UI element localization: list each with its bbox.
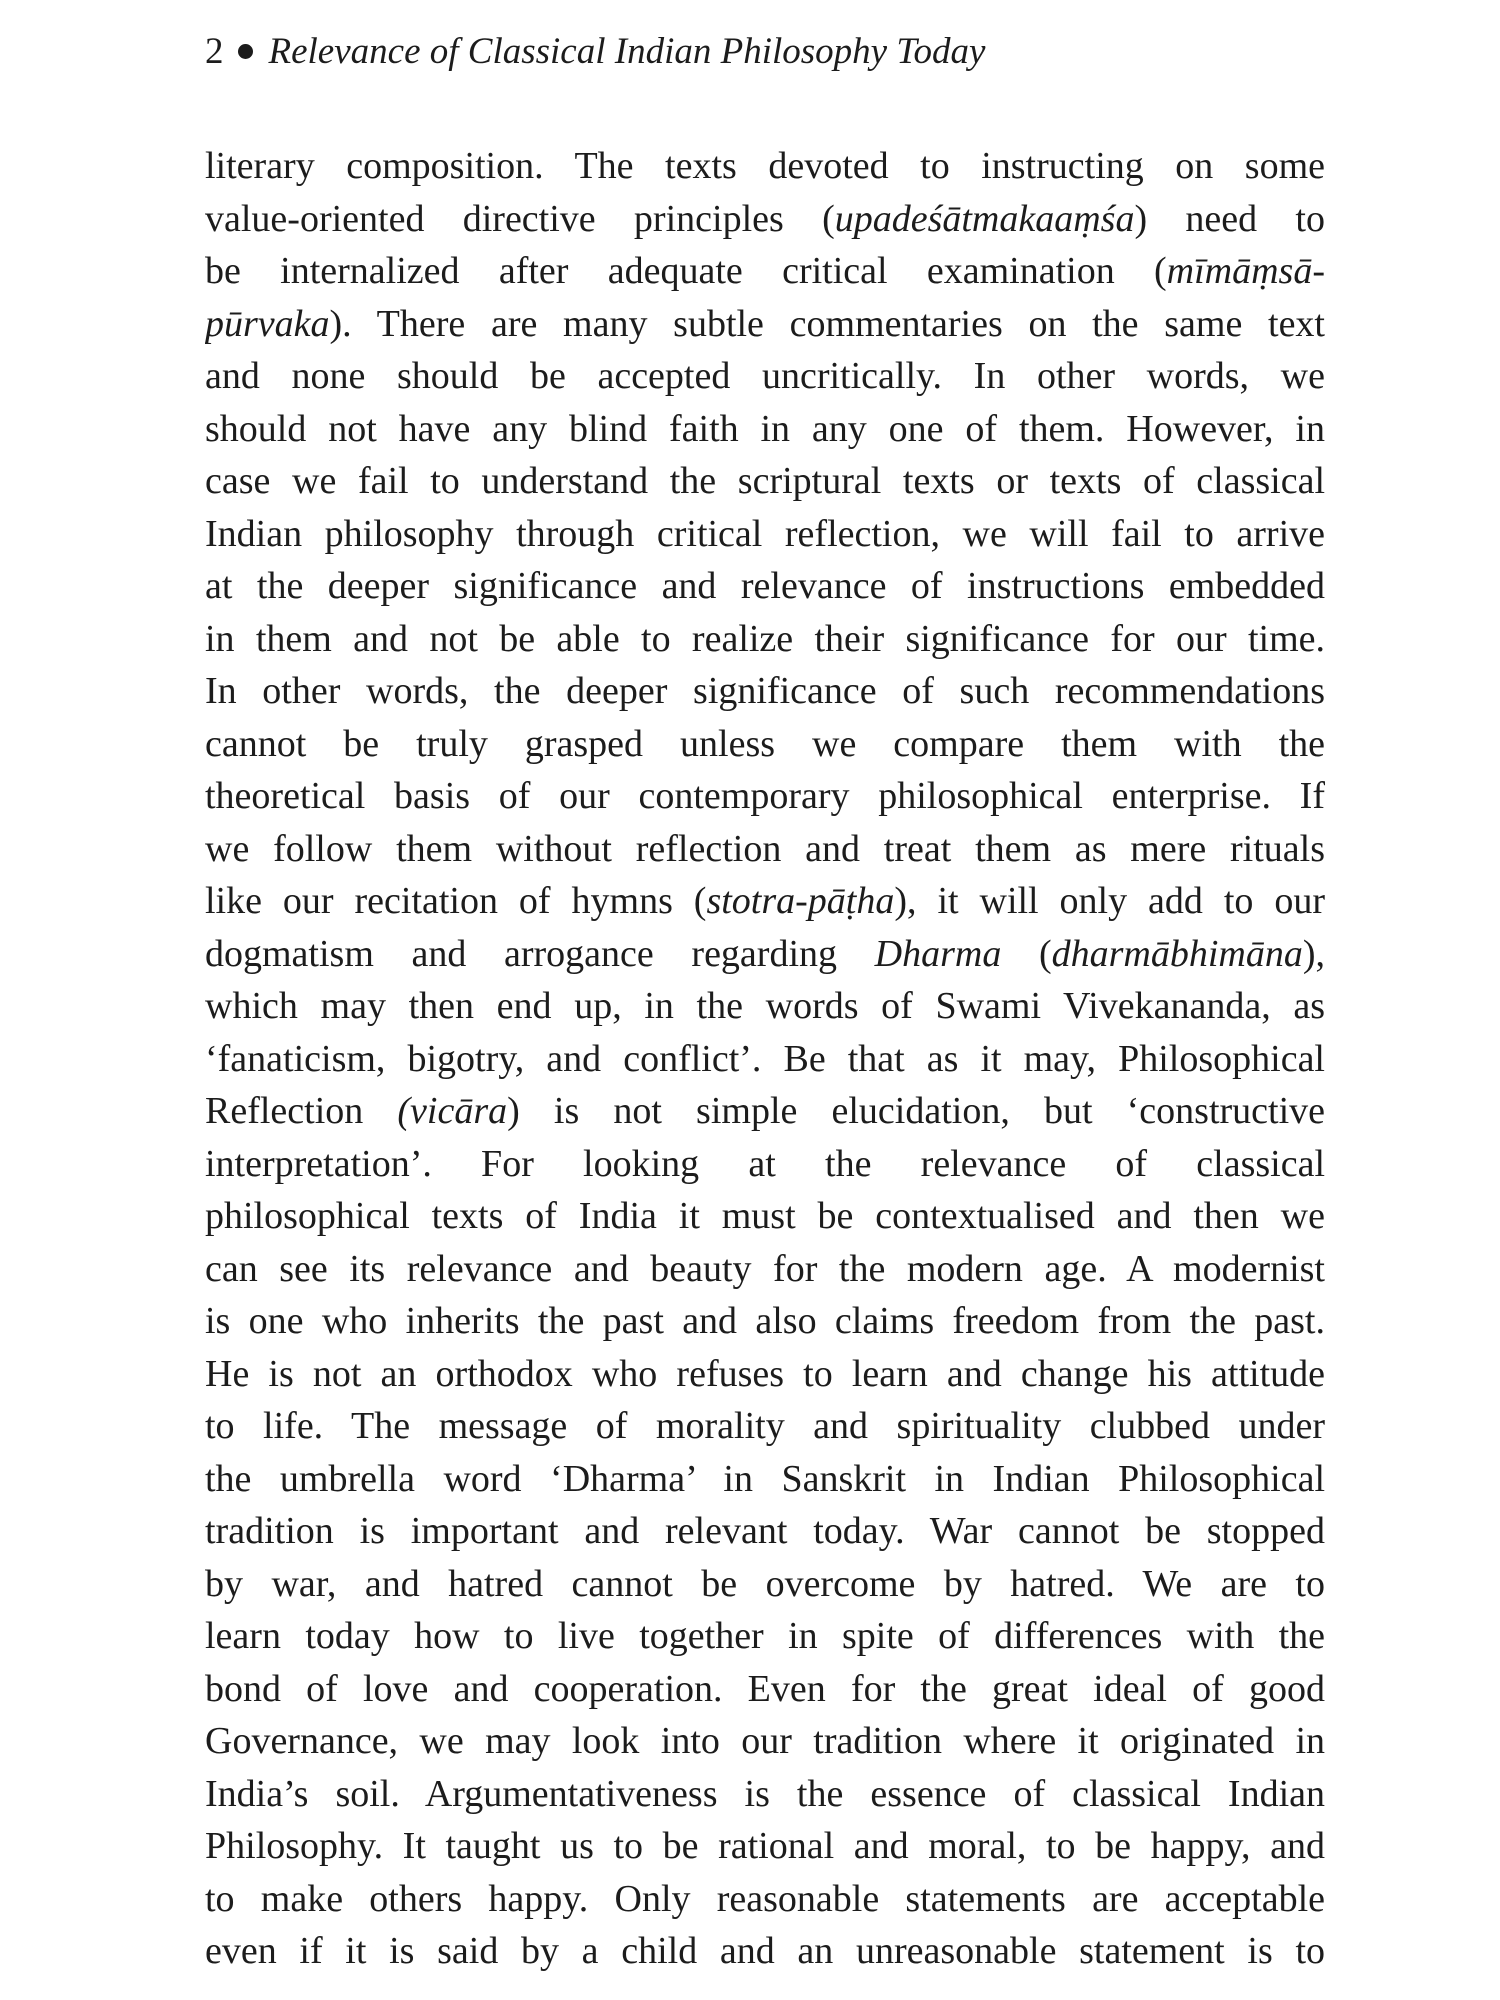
- text-run: be internalized after adequate critical examination (: [205, 250, 1167, 292]
- text-line: [205, 1610, 1325, 1663]
- text-run: theoretical basis of our contemporary philosophical enterprise. If: [205, 775, 1325, 817]
- text-run: ). There are many subtle commentaries on the same text: [329, 302, 1325, 345]
- text-line: [205, 613, 1325, 666]
- text-line: [205, 508, 1325, 561]
- text-run: value-oriented directive principles (: [205, 197, 835, 240]
- text-line: [205, 1033, 1325, 1086]
- text-line: [205, 1138, 1325, 1191]
- text-run: to make others happy. Only reasonable statements are acceptable: [205, 1877, 1325, 1920]
- italic-term: mīmāṃsā-: [1166, 250, 1325, 292]
- text-run: India’s soil. Argumentativeness is the essence of classical Indian: [205, 1772, 1325, 1815]
- text-line: [205, 770, 1325, 823]
- text-line: [205, 560, 1325, 613]
- text-line: [205, 1348, 1325, 1401]
- text-line: [205, 1558, 1325, 1611]
- text-run: He is not an orthodox who refuses to learn and change his attitude: [205, 1352, 1325, 1395]
- text-line: [205, 1715, 1325, 1768]
- text-line: [205, 1768, 1325, 1821]
- text-line: [205, 455, 1325, 508]
- text-run: the umbrella word ‘Dharma’ in Sanskrit in Indian Philosophical: [205, 1457, 1325, 1500]
- text-run: Indian philosophy through critical reflection, we will fail to arrive: [205, 512, 1325, 555]
- text-run: bond of love and cooperation. Even for the great ideal of good: [205, 1667, 1325, 1710]
- text-run: cannot be truly grasped unless we compare them with the: [205, 722, 1325, 765]
- text-line: [205, 823, 1325, 876]
- text-run: ), it will only add to our: [894, 880, 1325, 922]
- text-run: (: [1001, 932, 1052, 975]
- text-run: case we fail to understand the scriptural texts or texts of classical: [205, 460, 1325, 502]
- text-run: Reflection: [205, 1090, 398, 1132]
- text-run: and none should be accepted uncritically. In other words, we: [205, 355, 1325, 397]
- running-head: [205, 22, 985, 82]
- page-number: 2: [205, 31, 224, 72]
- text-run: to life. The message of morality and spirituality clubbed under: [205, 1405, 1325, 1447]
- italic-term: Dharma: [874, 932, 1002, 975]
- italic-term: (vicāra: [397, 1090, 508, 1132]
- text-run: we follow them without reflection and treat them as mere rituals: [205, 827, 1325, 870]
- text-run: ) is not simple elucidation, but ‘constructive: [507, 1090, 1325, 1132]
- text-line: [205, 1873, 1325, 1926]
- text-line: [205, 1663, 1325, 1716]
- text-line: [205, 718, 1325, 771]
- italic-term: pūrvaka: [205, 302, 330, 345]
- text-run: literary composition. The texts devoted to instructing on some: [205, 145, 1325, 187]
- text-run: Philosophy. It taught us to be rational and moral, to be happy, and: [205, 1825, 1325, 1867]
- text-line: [205, 665, 1325, 718]
- text-run: ‘fanaticism, bigotry, and conflict’. Be that as it may, Philosophical: [205, 1037, 1325, 1080]
- text-run: which may then end up, in the words of Swami Vivekananda, as: [205, 985, 1325, 1027]
- text-run: Governance, we may look into our tradition where it originated in: [205, 1720, 1325, 1762]
- text-run: like our recitation of hymns (: [205, 880, 707, 922]
- text-line: [205, 1243, 1325, 1296]
- text-line: [205, 1505, 1325, 1558]
- text-run: in them and not be able to realize their significance for our time.: [205, 617, 1325, 660]
- text-run: ) need to: [1134, 197, 1325, 240]
- text-run: can see its relevance and beauty for the modern age. A modernist: [205, 1247, 1325, 1290]
- text-run: dogmatism and arrogance regarding: [205, 932, 875, 975]
- text-run: should not have any blind faith in any one of them. However, in: [205, 407, 1325, 450]
- body-paragraph: [205, 140, 1325, 1978]
- text-line: [205, 1085, 1325, 1138]
- text-line: [205, 1400, 1325, 1453]
- text-line: [205, 1925, 1325, 1978]
- text-run: ),: [1302, 932, 1325, 975]
- text-line: [205, 140, 1325, 193]
- text-line: [205, 1453, 1325, 1506]
- text-run: interpretation’. For looking at the relevance of classical: [205, 1142, 1325, 1185]
- text-line: [205, 1190, 1325, 1243]
- book-title: Relevance of Classical Indian Philosophy Today: [268, 31, 986, 72]
- text-run: at the deeper significance and relevance of instructions embedded: [205, 565, 1325, 607]
- text-line: [205, 403, 1325, 456]
- text-line: [205, 193, 1325, 246]
- text-line: [205, 298, 1325, 351]
- italic-term: stotra-pāṭha: [706, 880, 895, 922]
- text-line: [205, 1820, 1325, 1873]
- text-run: learn today how to live together in spite of differences with the: [205, 1615, 1325, 1657]
- text-line: [205, 875, 1325, 928]
- text-line: [205, 980, 1325, 1033]
- text-line: [205, 1295, 1325, 1348]
- text-run: is one who inherits the past and also claims freedom from the past.: [205, 1300, 1325, 1342]
- bullet-separator-icon: [238, 44, 253, 59]
- text-run: even if it is said by a child and an unreasonable statement is to: [205, 1930, 1325, 1972]
- text-line: [205, 928, 1325, 981]
- italic-term: dharmābhimāna: [1051, 932, 1303, 975]
- text-run: tradition is important and relevant today. War cannot be stopped: [205, 1510, 1325, 1552]
- text-run: In other words, the deeper significance of such recommendations: [205, 670, 1325, 712]
- text-line: [205, 350, 1325, 403]
- text-run: by war, and hatred cannot be overcome by hatred. We are to: [205, 1562, 1325, 1605]
- italic-term: upadeśātmakaaṃśa: [834, 197, 1135, 240]
- text-line: [205, 245, 1325, 298]
- text-run: philosophical texts of India it must be contextualised and then we: [205, 1195, 1325, 1237]
